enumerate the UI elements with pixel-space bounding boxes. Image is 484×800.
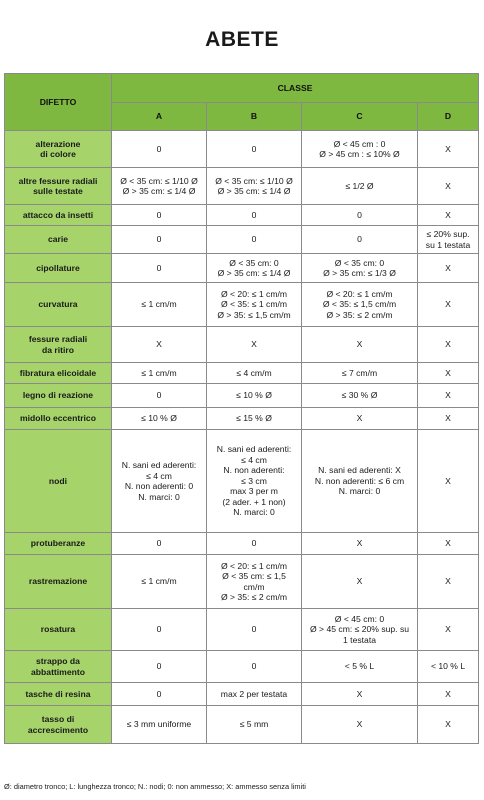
cell-line: Ø > 35 cm: ≤ 1/4 Ø [122,186,196,196]
cell-class-a [112,706,207,744]
cell-line: < 10 % L [430,661,466,672]
table-row [5,555,479,609]
header-difetto: DIFETTO [5,74,112,131]
cell-line: X [445,299,451,310]
table-row [5,683,479,706]
defect-label [5,254,112,283]
cell-class-a [112,555,207,609]
cell-line: N. non aderenti: 0 [124,481,194,491]
cell-line: ≤ 4 cm [241,454,267,465]
defect-label [5,205,112,226]
cell-line: X [445,143,451,154]
cell-class-d [418,706,479,744]
cell-line: max 3 per m [230,486,278,497]
cell-class-c [302,533,418,555]
cell-class-c [302,683,418,706]
defect-label-line: midollo eccentrico [20,413,96,424]
header-class-b: B [207,103,302,131]
cell-class-a [112,131,207,168]
cell-class-a [112,168,207,205]
cell-line: N. non aderenti: ≤ 6 cm [314,475,405,486]
cell-line: X [445,475,451,486]
defect-label-line: carie [47,234,69,245]
cell-class-c [302,168,418,205]
cell-class-d [418,168,479,205]
cell-line: Ø > 35 cm: ≤ 1/4 Ø [217,186,291,196]
cell-line: 0 [251,234,257,245]
cell-line: X [445,719,451,730]
cell-line: Ø > 35: ≤ 1,5 cm/m [217,309,291,320]
cell-line: X [356,576,363,587]
cell-line: Ø > 45 cm : ≤ 10% Ø [319,149,400,159]
cell-class-b [207,555,302,609]
cell-class-a [112,683,207,706]
cell-line: X [445,688,451,699]
cell-line: Ø > 35: ≤ 2 cm/m [220,592,288,602]
cell-class-d [418,205,479,226]
cell-class-d [418,555,479,609]
cell-line: Ø < 45 cm : 0 [333,138,386,149]
cell-line: cm/m [243,581,265,592]
table-row [5,384,479,408]
cell-class-d [418,408,479,430]
defect-label-line: da ritiro [42,344,74,355]
cell-line: 0 [251,661,257,672]
table-body [5,74,479,744]
page-title: ABETE [205,28,279,51]
cell-class-d [418,131,479,168]
cell-class-b [207,254,302,283]
defect-label-line: alterazione [35,138,81,149]
defect-label [5,651,112,683]
cell-line: 0 [156,262,162,273]
cell-line: X [445,180,451,191]
cell-line: N. marci: 0 [138,491,180,502]
cell-line: N. marci: 0 [338,486,381,497]
cell-line: 0 [156,538,162,549]
cell-line: 0 [156,624,162,635]
defect-label [5,283,112,327]
cell-class-a [112,254,207,283]
defect-label [5,226,112,254]
cell-class-a [112,327,207,363]
table-row [5,651,479,683]
defect-label [5,363,112,384]
cell-line: 0 [251,538,257,549]
table-row [5,363,479,384]
cell-line: Ø < 35 cm: ≤ 1/10 Ø [215,175,293,186]
cell-line: ≤ 5 mm [239,719,269,730]
cell-line: (2 ader. + 1 non) [222,496,286,507]
cell-class-d [418,283,479,327]
cell-line: N. non aderenti: [223,465,285,476]
cell-class-d [418,533,479,555]
cell-class-b [207,430,302,533]
defect-label-line: fibratura elicoidale [19,367,97,378]
cell-class-d [418,327,479,363]
cell-line: X [156,339,162,350]
cell-class-d [418,384,479,408]
table-row [5,131,479,168]
cell-line: Ø < 20: ≤ 1 cm/m [220,288,288,299]
cell-line: ≤ 10 % Ø [236,390,272,401]
cell-line: 0 [156,688,162,699]
defect-label-line: attacco da insetti [22,209,94,220]
cell-class-d [418,683,479,706]
cell-class-c [302,327,418,363]
cell-class-c [302,430,418,533]
cell-line: X [445,209,451,220]
cell-class-b [207,533,302,555]
cell-line: X [356,538,363,549]
cell-class-a [112,408,207,430]
cell-class-b [207,384,302,408]
defect-label-line: sulle testate [33,186,83,196]
header-class-a: A [112,103,207,131]
table-row [5,226,479,254]
cell-class-c [302,651,418,683]
cell-class-c [302,609,418,651]
cell-line: Ø < 35 cm: ≤ 1/10 Ø [120,175,198,186]
defect-label-line: altre fessure radiali [18,175,98,186]
defect-label [5,430,112,533]
cell-class-b [207,706,302,744]
cell-class-a [112,226,207,254]
cell-line: Ø < 35 cm: 0 [229,257,279,268]
defect-label-line: legno di reazione [22,390,94,401]
cell-line: ≤ 15 % Ø [236,413,272,424]
cell-line: ≤ 4 cm [146,470,172,481]
header-class-d: D [418,103,479,131]
defect-label [5,683,112,706]
header-row-classe [5,74,479,103]
cell-line: Ø < 35: ≤ 1 cm/m [220,299,288,310]
cell-class-d [418,609,479,651]
cell-class-b [207,327,302,363]
cell-line: X [445,576,451,587]
cell-line: 0 [156,143,162,154]
cell-class-a [112,363,207,384]
cell-line: ≤ 30 % Ø [341,390,378,401]
table-row [5,609,479,651]
cell-class-a [112,651,207,683]
cell-class-b [207,609,302,651]
cell-line: X [445,390,451,401]
cell-line: Ø > 45 cm: ≤ 20% sup. su [309,624,410,635]
defect-label-line: rosatura [40,624,76,635]
defect-label-line: strappo da [36,656,80,666]
defect-label-line: di colore [40,149,76,159]
cell-class-c [302,226,418,254]
cell-line: Ø < 20: ≤ 1 cm/m [326,288,393,299]
defect-label [5,327,112,363]
cell-line: ≤ 10 % Ø [141,413,177,424]
cell-line: ≤ 1 cm/m [141,576,177,587]
table-row [5,408,479,430]
cell-class-a [112,283,207,327]
defect-label-line: tasche di resina [25,688,91,699]
defect-label [5,384,112,408]
cell-line: Ø > 35: ≤ 2 cm/m [326,309,393,320]
table-row [5,168,479,205]
cell-line: 0 [156,390,162,401]
cell-line: su 1 testata [425,239,471,250]
cell-line: 0 [156,661,162,672]
cell-line: 0 [357,234,362,245]
cell-line: N. sani ed aderenti: [121,460,197,470]
defect-label [5,131,112,168]
defect-label [5,168,112,205]
cell-class-b [207,363,302,384]
cell-line: Ø < 35 cm: 0 [334,257,385,268]
cell-class-c [302,706,418,744]
cell-line: Ø > 35 cm: ≤ 1/3 Ø [323,268,396,278]
cell-line: 0 [251,624,257,635]
defect-label-line: abbattimento [31,666,85,677]
cell-line: < 5 % L [344,661,375,672]
cell-class-b [207,408,302,430]
cell-class-b [207,168,302,205]
cell-class-a [112,609,207,651]
defect-label [5,408,112,430]
footnote: Ø: diametro tronco; L: lunghezza tronco; N.: nodi; 0: non ammesso; X: ammesso senza limiti [4,782,306,791]
cell-line: X [445,262,451,273]
header-classe: CLASSE [112,74,479,103]
cell-class-a [112,533,207,555]
cell-class-c [302,254,418,283]
cell-class-c [302,363,418,384]
cell-line: Ø < 35 cm: ≤ 1,5 [222,571,286,581]
cell-line: X [445,624,451,635]
cell-line: ≤ 1 cm/m [141,299,177,310]
defect-label [5,555,112,609]
cell-class-a [112,430,207,533]
cell-line: 0 [156,234,162,245]
cell-line: X [356,719,363,730]
defect-label [5,609,112,651]
cell-line: N. sani ed aderenti: X [318,465,401,476]
defect-label-line: tasso di [41,714,75,724]
defect-label-line: accrescimento [27,724,89,735]
table-row [5,205,479,226]
cell-line: N. marci: 0 [233,507,275,518]
cell-class-b [207,651,302,683]
cell-line: ≤ 20% sup. [426,229,470,239]
cell-class-b [207,226,302,254]
table-row [5,254,479,283]
cell-line: X [445,413,451,424]
cell-class-c [302,283,418,327]
cell-class-d [418,651,479,683]
cell-class-c [302,408,418,430]
cell-class-c [302,555,418,609]
cell-line: Ø < 20: ≤ 1 cm/m [220,560,288,571]
cell-class-b [207,283,302,327]
cell-line: ≤ 3 cm [241,475,267,486]
cell-line: ≤ 3 mm uniforme [126,719,192,730]
cell-line: Ø < 35: ≤ 1,5 cm/m [322,299,397,310]
cell-line: X [445,538,451,549]
defect-label-line: nodi [48,475,68,486]
cell-line: Ø < 45 cm: 0 [334,613,385,624]
cell-class-c [302,131,418,168]
cell-line: 0 [251,143,257,154]
cell-class-a [112,205,207,226]
header-class-c: C [302,103,418,131]
cell-class-d [418,363,479,384]
defect-label-line: curvatura [38,299,78,310]
cell-line: 0 [156,209,162,220]
classification-table [4,73,479,744]
cell-line: X [356,339,363,350]
cell-class-b [207,131,302,168]
cell-line: ≤ 7 cm/m [341,367,378,378]
cell-line: N. sani ed aderenti: [216,444,292,455]
cell-line: ≤ 1 cm/m [141,367,177,378]
defect-label-line: protuberanze [30,538,86,549]
table-row [5,533,479,555]
cell-class-a [112,384,207,408]
cell-line: X [445,339,451,350]
defect-label-line: rastremazione [28,576,88,587]
cell-class-c [302,384,418,408]
cell-line: 0 [251,209,257,220]
cell-line: max 2 per testata [220,688,288,699]
cell-line: Ø > 35 cm: ≤ 1/4 Ø [217,268,291,278]
cell-class-b [207,683,302,706]
defect-label-line: fessure radiali [28,334,88,344]
table-row [5,327,479,363]
defect-label-line: cipollature [36,262,80,273]
defect-label [5,706,112,744]
cell-line: X [356,413,363,424]
cell-line: ≤ 4 cm/m [236,367,272,378]
cell-line: 0 [357,209,362,220]
cell-class-b [207,205,302,226]
cell-line: X [356,688,363,699]
cell-class-c [302,205,418,226]
cell-line: X [445,367,451,378]
table-row [5,283,479,327]
table-row [5,430,479,533]
cell-class-d [418,226,479,254]
cell-line: 1 testata [343,634,376,645]
cell-class-d [418,430,479,533]
cell-line: ≤ 1/2 Ø [345,180,374,191]
cell-class-d [418,254,479,283]
defect-label [5,533,112,555]
cell-line: X [251,339,257,350]
table-row [5,706,479,744]
